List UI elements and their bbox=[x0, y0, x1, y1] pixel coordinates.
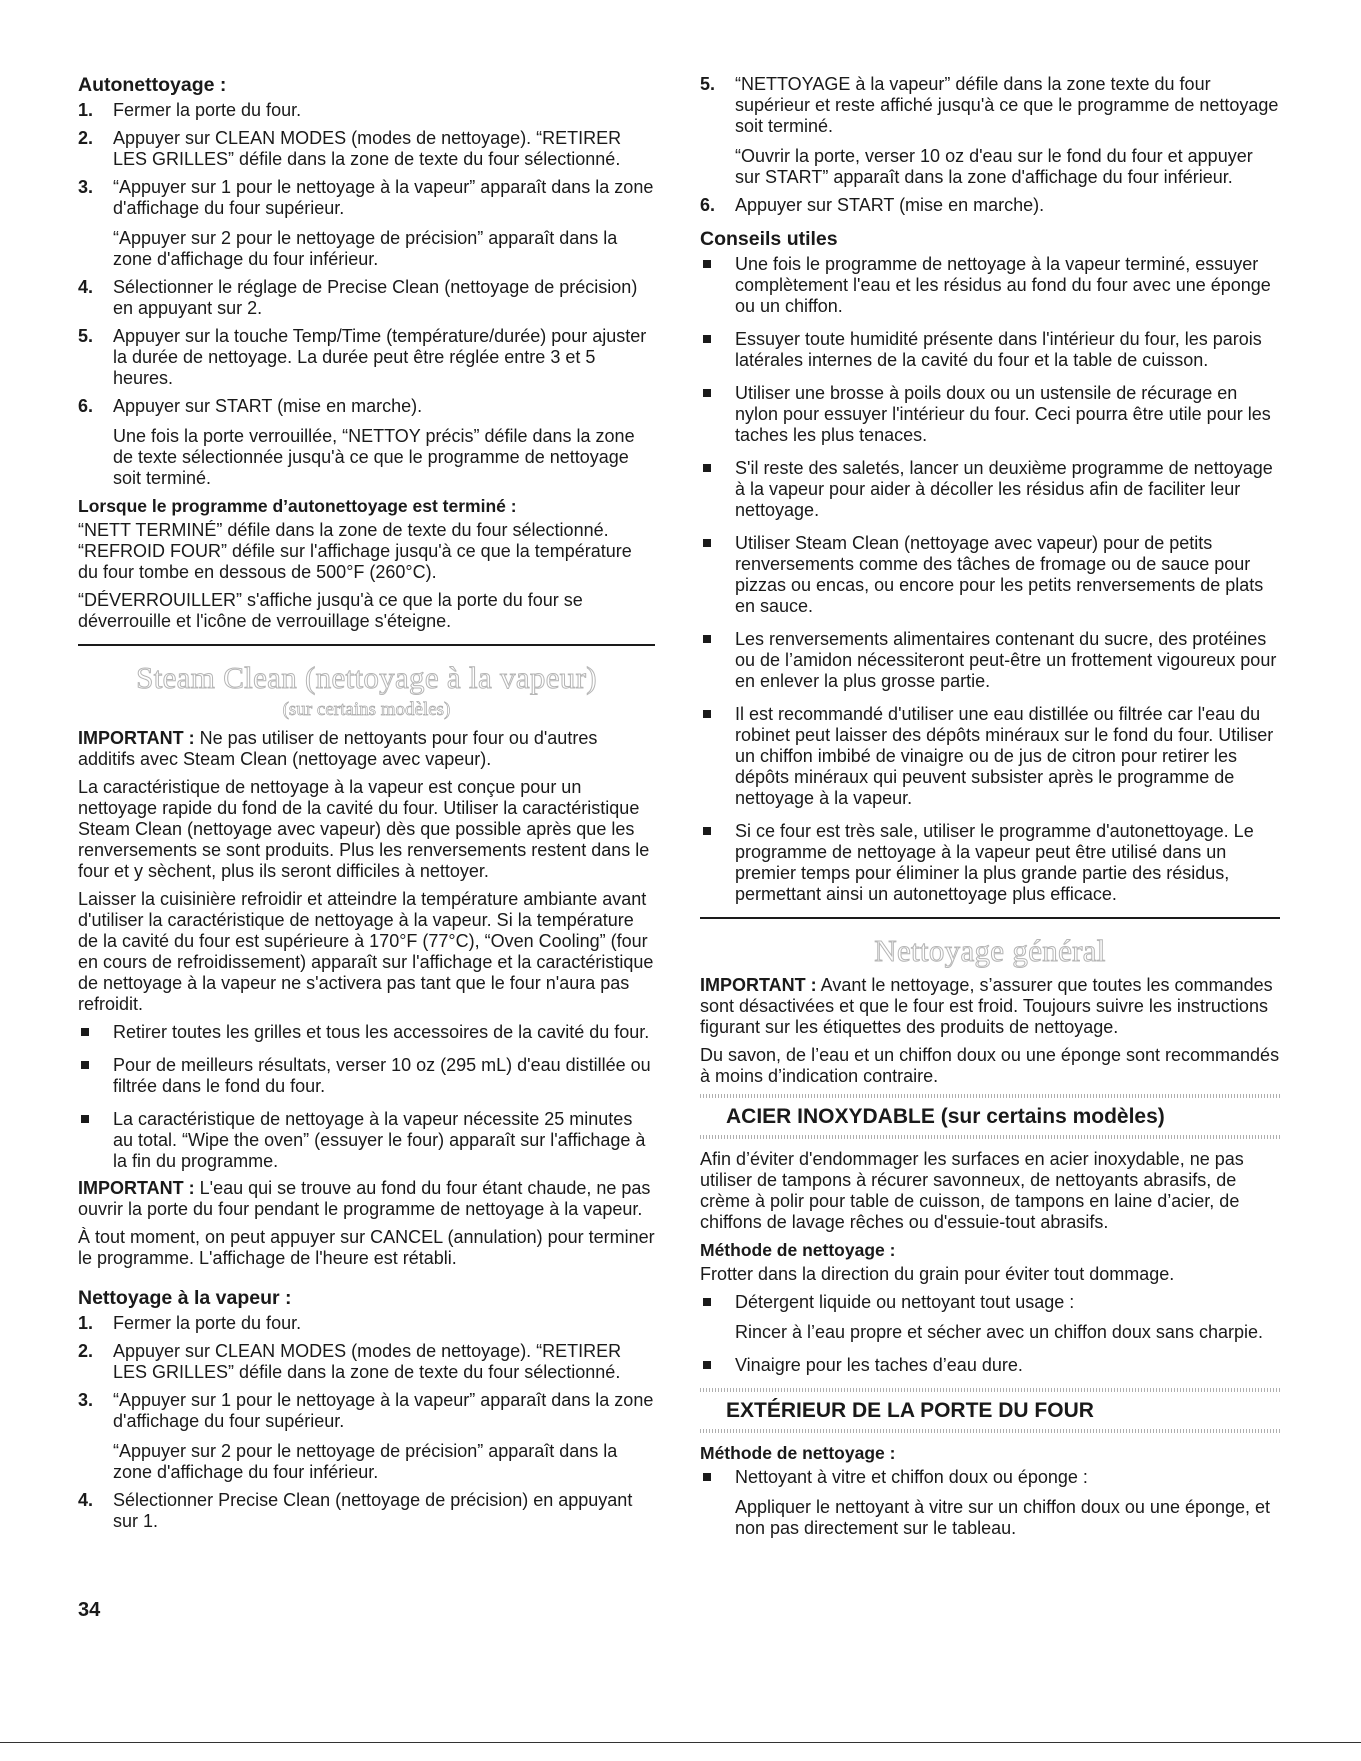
list-item: Essuyer toute humidité présente dans l'intérieur du four, les parois latérales internes de la cavité du four et la table de cuisson. bbox=[700, 329, 1280, 371]
oven-door-exterior-heading: EXTÉRIEUR DE LA PORTE DU FOUR bbox=[726, 1399, 1094, 1422]
paragraph: “NETT TERMINÉ” défile dans la zone de texte du four sélectionné. “REFROID FOUR” défile sur l'affichage jusqu'à ce que la température du four tombe en dessous de 500°F (260°C). bbox=[78, 520, 632, 582]
bullet-square-icon bbox=[81, 1115, 89, 1123]
list-item: 3. “Appuyer sur 1 pour le nettoyage à la vapeur” apparaît dans la zone d'affichage du four supérieur. “Appuyer sur 2 pour le nettoyage de précision” apparaît dans la zone d'affichage du four inférieur. bbox=[78, 177, 654, 269]
list-item: Les renversements alimentaires contenant du sucre, des protéines ou de l’amidon nécessiteront peut-être un frottement vigoureux pour en enlever la plus grosse partie. bbox=[700, 629, 1280, 692]
right-column bbox=[700, 74, 1280, 1551]
paragraph: “DÉVERROUILLER” s'affiche jusqu'à ce que la porte du four se déverrouille et l'icône de verrouillage s'éteigne. bbox=[78, 590, 583, 631]
stainless-steel-methods bbox=[700, 1292, 1280, 1376]
paragraph: À tout moment, on peut appuyer sur CANCEL (annulation) pour terminer le programme. L'affichage de l'heure est rétabli. bbox=[78, 1227, 655, 1268]
list-item: 6. Appuyer sur START (mise en marche). bbox=[700, 195, 1045, 215]
steam-clean-heading: Nettoyage à la vapeur : bbox=[78, 1287, 292, 1309]
tips-heading: Conseils utiles bbox=[700, 228, 838, 250]
list-item: 1. Fermer la porte du four. bbox=[78, 1313, 302, 1333]
stainless-steel-heading: ACIER INOXYDABLE (sur certains modèles) bbox=[726, 1105, 1165, 1128]
general-cleaning-title: Nettoyage général bbox=[874, 933, 1106, 968]
list-item: Utiliser une brosse à poils doux ou un ustensile de récurage en nylon pour essuyer l'intérieur du four. Ceci pourra être utile pour les taches les plus tenaces. bbox=[700, 383, 1280, 446]
list-item: 5. Appuyer sur la touche Temp/Time (température/durée) pour ajuster la durée de nettoyage. La durée peut être réglée entre 3 et 5 heures. bbox=[78, 326, 647, 388]
bullet-square-icon bbox=[703, 260, 711, 268]
paragraph: La caractéristique de nettoyage à la vapeur est conçue pour un nettoyage rapide du fond de la cavité du four. Utiliser la caractéristique Steam Clean (nettoyage avec vapeur) dès que possible après que les renversements se sont produits. Plus les renversements restent dans le four et y sèchent, plus ils seront difficiles à nettoyer. bbox=[78, 777, 650, 881]
dotted-divider bbox=[700, 1094, 1280, 1098]
paragraph: Frotter dans la direction du grain pour éviter tout dommage. bbox=[700, 1264, 1175, 1284]
list-item: Il est recommandé d'utiliser une eau distillée ou filtrée car l'eau du robinet peut laisser des dépôts minéraux sur le fond du four. Utiliser un chiffon imbibé de vinaigre ou de jus de citron pour retirer les dépôts minéraux qui peuvent subsister après le programme de nettoyage à la vapeur. bbox=[700, 704, 1280, 809]
self-clean-heading: Autonettoyage : bbox=[78, 74, 227, 96]
list-item: 3. “Appuyer sur 1 pour le nettoyage à la vapeur” apparaît dans la zone d'affichage du four supérieur. “Appuyer sur 2 pour le nettoyage de précision” apparaît dans la zone d'affichage du four inférieur. bbox=[78, 1390, 654, 1482]
paragraph: Laisser la cuisinière refroidir et atteindre la température ambiante avant d'utiliser la caractéristique de nettoyage à la vapeur. Si la température de la cavité du four est supérieure à 170°F (77°C), “Oven Cooling” (four en cours de refroidissement) apparaît sur l'affichage et la caractéristique de nettoyage à la vapeur ne s'activera pas tant que le four n'aura pas refroidit. bbox=[78, 889, 654, 1014]
list-item: Retirer toutes les grilles et tous les accessoires de la cavité du four. bbox=[78, 1022, 655, 1043]
self-clean-steps bbox=[78, 100, 655, 489]
list-item: Pour de meilleurs résultats, verser 10 oz (295 mL) d'eau distillée ou filtrée dans le fond du four. bbox=[78, 1055, 655, 1097]
bullet-square-icon bbox=[703, 827, 711, 835]
list-item: 6. Appuyer sur START (mise en marche). Une fois la porte verrouillée, “NETTOY précis” défile dans la zone de texte sélectionnée jusqu'à ce que le programme de nettoyage soit terminé. bbox=[78, 396, 635, 488]
list-item: Détergent liquide ou nettoyant tout usage : Rincer à l’eau propre et sécher avec un chiffon doux sans charpie. bbox=[700, 1292, 1280, 1343]
bullet-square-icon bbox=[703, 1298, 711, 1306]
paragraph: Du savon, de l’eau et un chiffon doux ou une éponge sont recommandés à moins d’indication contraire. bbox=[700, 1045, 1280, 1086]
dotted-divider bbox=[700, 1135, 1280, 1139]
bullet-square-icon bbox=[703, 464, 711, 472]
list-item: 5. “NETTOYAGE à la vapeur” défile dans la zone texte du four supérieur et reste affiché jusqu'à ce que le programme de nettoyage soit terminé. “Ouvrir la porte, verser 10 oz d'eau sur le fond du four et appuyer sur START” apparaît dans la zone d'affichage du four inférieur. bbox=[700, 74, 1279, 187]
list-item: Nettoyant à vitre et chiffon doux ou éponge : Appliquer le nettoyant à vitre sur un chiffon doux ou une éponge, et non pas directement sur le tableau. bbox=[700, 1467, 1280, 1539]
important-note: IMPORTANT : L'eau qui se trouve au fond du four étant chaude, ne pas ouvrir la porte du four pendant le programme de nettoyage à la vapeur. bbox=[78, 1178, 651, 1219]
paragraph: Afin d’éviter d'endommager les surfaces en acier inoxydable, ne pas utiliser de tampons à récurer savonneux, de nettoyants abrasifs, de crème à polir pour table de cuisson, de tampons en laine d’acier, de chiffons de lavage rêches ou d'essuie-tout abrasifs. bbox=[700, 1149, 1244, 1232]
list-item: La caractéristique de nettoyage à la vapeur nécessite 25 minutes au total. “Wipe the oven” (essuyer le four) apparaît sur l'affichage à la fin du programme. bbox=[78, 1109, 655, 1172]
door-methods bbox=[700, 1467, 1280, 1539]
dotted-divider bbox=[700, 1388, 1280, 1392]
list-item: Une fois le programme de nettoyage à la vapeur terminé, essuyer complètement l'eau et les résidus au fond du four avec une éponge ou un chiffon. bbox=[700, 254, 1280, 317]
bullet-square-icon bbox=[703, 539, 711, 547]
steam-clean-steps-continued bbox=[700, 74, 1280, 216]
steam-clean-title: Steam Clean (nettoyage à la vapeur) bbox=[136, 660, 597, 695]
bullet-square-icon bbox=[703, 710, 711, 718]
steam-bullets bbox=[78, 1022, 655, 1172]
list-item: S'il reste des saletés, lancer un deuxième programme de nettoyage à la vapeur pour aider à décoller les résidus afin de faciliter leur nettoyage. bbox=[700, 458, 1280, 521]
section-divider bbox=[700, 917, 1280, 919]
bullet-square-icon bbox=[703, 335, 711, 343]
bullet-square-icon bbox=[703, 1361, 711, 1369]
page-number: 34 bbox=[78, 1599, 101, 1621]
bullet-square-icon bbox=[703, 389, 711, 397]
footer-rule bbox=[0, 1742, 1361, 1743]
list-item: 1. Fermer la porte du four. bbox=[78, 100, 302, 120]
list-item: 2. Appuyer sur CLEAN MODES (modes de nettoyage). “RETIRER LES GRILLES” défile dans la zone de texte du four sélectionné. bbox=[78, 1341, 622, 1382]
bullet-square-icon bbox=[81, 1028, 89, 1036]
bullet-square-icon bbox=[703, 635, 711, 643]
bullet-square-icon bbox=[81, 1061, 89, 1069]
list-item: 4. Sélectionner le réglage de Precise Clean (nettoyage de précision) en appuyant sur 2. bbox=[78, 277, 638, 318]
tips-list bbox=[700, 254, 1280, 905]
bullet-square-icon bbox=[703, 1473, 711, 1481]
list-item: 4. Sélectionner Precise Clean (nettoyage de précision) en appuyant sur 1. bbox=[78, 1490, 633, 1531]
list-item: Utiliser Steam Clean (nettoyage avec vapeur) pour de petits renversements comme des tâches de fromage ou de sauce pour pizzas ou encas, ou encore pour les petits renversements de plats en sauce. bbox=[700, 533, 1280, 617]
list-item: Si ce four est très sale, utiliser le programme d'autonettoyage. Le programme de nettoyage à la vapeur peut être utilisé dans un premier temps pour éliminer la plus grande partie des résidus, permettant ainsi un autonettoyage plus efficace. bbox=[700, 821, 1280, 905]
method-heading: Méthode de nettoyage : bbox=[700, 1443, 896, 1463]
self-clean-end-heading: Lorsque le programme d’autonettoyage est terminé : bbox=[78, 496, 517, 516]
left-column bbox=[78, 74, 655, 1539]
method-heading: Méthode de nettoyage : bbox=[700, 1240, 896, 1260]
dotted-divider bbox=[700, 1429, 1280, 1433]
section-divider bbox=[78, 644, 655, 646]
important-note: IMPORTANT : Ne pas utiliser de nettoyants pour four ou d'autres additifs avec Steam Clean (nettoyage avec vapeur). bbox=[78, 728, 598, 769]
list-item: Vinaigre pour les taches d’eau dure. bbox=[700, 1355, 1280, 1376]
important-note: IMPORTANT : Avant le nettoyage, s’assurer que toutes les commandes sont désactivées et que le four est froid. Toujours suivre les instructions figurant sur les étiquettes des produits de nettoyage. bbox=[700, 975, 1273, 1037]
steam-clean-steps bbox=[78, 1313, 655, 1532]
steam-clean-subtitle: (sur certains modèles) bbox=[282, 699, 451, 720]
list-item: 2. Appuyer sur CLEAN MODES (modes de nettoyage). “RETIRER LES GRILLES” défile dans la zone de texte du four sélectionné. bbox=[78, 128, 622, 169]
